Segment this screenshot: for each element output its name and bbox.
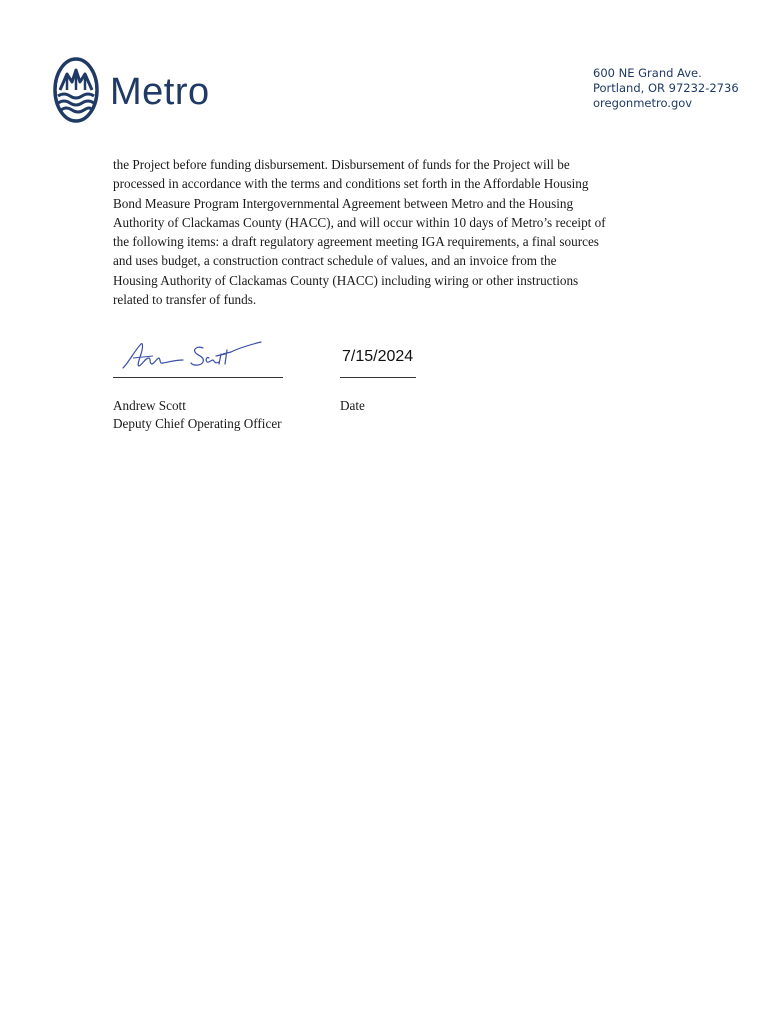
- date-line: [340, 377, 416, 378]
- handwritten-signature: [119, 336, 269, 376]
- metro-logo-icon: [52, 56, 100, 124]
- body-line: Bond Measure Program Intergovernmental Agreement between Metro and the Housing: [113, 195, 574, 211]
- date-field: [340, 348, 420, 378]
- body-line: related to transfer of funds.: [113, 292, 257, 308]
- signer-title: Deputy Chief Operating Officer: [113, 416, 282, 431]
- address-street: 600 NE Grand Ave.: [593, 66, 702, 80]
- signer-name: Andrew Scott: [113, 398, 186, 413]
- signature-field: [113, 336, 291, 378]
- address-block: [593, 66, 739, 111]
- body-line: the following items: a draft regulatory agreement meeting IGA requirements, a final sources: [113, 234, 599, 250]
- signature-line: [113, 377, 283, 378]
- address-city: Portland, OR 97232-2736: [593, 81, 739, 95]
- metro-logo: [52, 56, 210, 124]
- body-line: Housing Authority of Clackamas County (HACC) including wiring or other instructions: [113, 272, 579, 288]
- date-value: 7/15/2024: [342, 348, 414, 365]
- date-label: Date: [340, 398, 365, 413]
- body-line: processed in accordance with the terms and conditions set forth in the Affordable Housing: [113, 176, 589, 192]
- body-line: the Project before funding disbursement. Disbursement of funds for the Project will be: [113, 157, 570, 172]
- body-line: Authority of Clackamas County (HACC), and will occur within 10 days of Metro’s receipt of: [113, 214, 606, 230]
- body-line: and uses budget, a construction contract schedule of values, and an invoice from the: [113, 253, 557, 269]
- address-website[interactable]: oregonmetro.gov: [593, 96, 693, 110]
- logo-wordmark: Metro: [110, 71, 210, 113]
- signer-block: [113, 397, 282, 433]
- body-paragraph: [113, 155, 673, 309]
